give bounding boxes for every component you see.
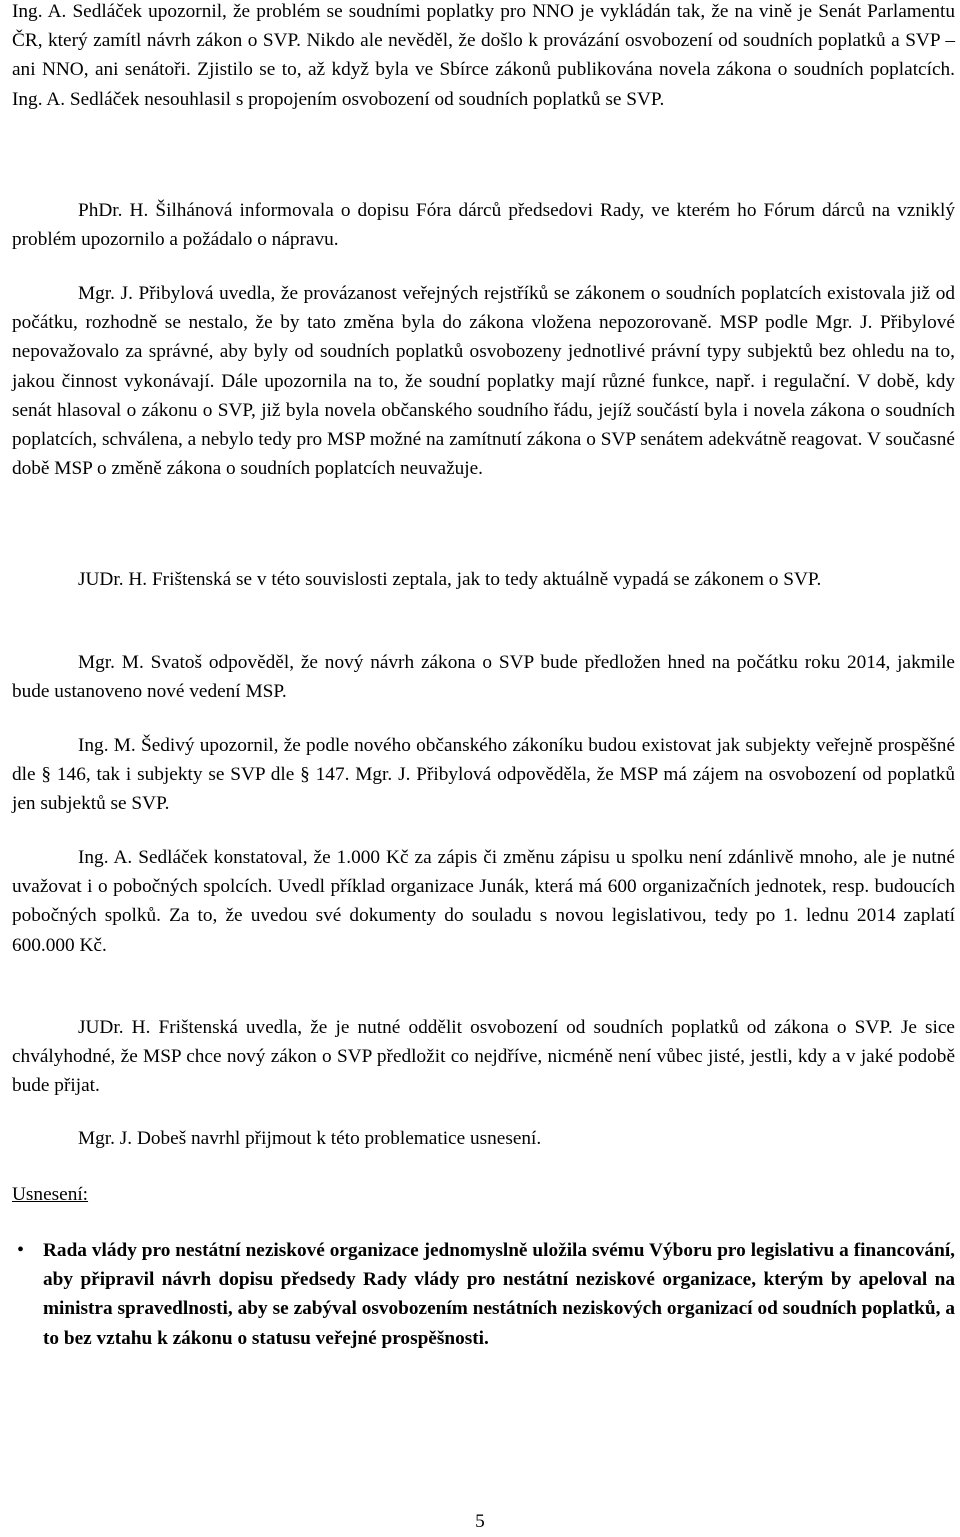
paragraph-text: Svatoš odpověděl, že nový návrh zákona o SVP bude předložen hned na počátku roku 2014, jakmile bude ustanoveno nové vedení MSP. [12, 652, 955, 703]
speaker-lead: PhDr. H. [78, 200, 149, 221]
paragraph-text: Šilhánová informovala o dopisu Fóra dárců předsedovi Rady, ve kterém ho Fórum dárců na vzniklý problém upozornilo a požádalo o nápravu. [12, 200, 955, 251]
resolution-heading: Usnesení: [12, 1184, 89, 1205]
paragraph-text: Ing. A. Sedláček upozornil, že problém se soudními poplatky pro NNO je vykládán tak, že na vině je Senát Parlamentu ČR, který zamítl návrh zákon o SVP. Nikdo ale nevěděl, že došlo k provázání osvobození od soudních poplatků a SVP – ani NNO, ani senátoři. Zjistilo se to, až když byla ve Sbírce zákonů publikována novela zákona o soudních poplatcích. Ing. A. Sedláček nesouhlasil s propojením osvobození od soudních poplatků se SVP. [12, 1, 955, 110]
paragraph-text: Dobeš navrhl přijmout k této problematice usnesení. [136, 1128, 542, 1149]
resolution-text: Rada vlády pro nestátní neziskové organizace jednomyslně uložila svému Výboru pro legislativu a financování, aby připravil návrh dopisu předsedy Rady vlády pro nestátní neziskové organizace, kterým by apeloval na ministra spravedlnosti, aby se zabýval osvobozením nestátních neziskových organizací od soudních poplatků, a to bez vztahu k zákonu o statusu veřejné prospěšnosti. [43, 1240, 955, 1349]
speaker-lead: JUDr. H. [78, 1017, 151, 1038]
paragraph-fristenska-statement [12, 1013, 955, 1101]
paragraph-sedlacek-court-fees [12, 0, 955, 114]
speaker-lead: Ing. A. [78, 847, 133, 868]
paragraph-silhanova [12, 196, 955, 254]
paragraph-fristenska-question [12, 565, 955, 594]
paragraph-pribylova [12, 279, 955, 483]
paragraph-sedlacek-fees [12, 843, 955, 960]
paragraph-text: Frištenská se v této souvislosti zeptala, jak to tedy aktuálně vypadá se zákonem o SVP. [151, 569, 822, 590]
speaker-lead: Ing. M. [78, 735, 136, 756]
speaker-lead: Mgr. M. [78, 652, 144, 673]
speaker-lead: Mgr. J. [78, 283, 133, 304]
speaker-lead: Mgr. J. [78, 1128, 133, 1149]
paragraph-text: Frištenská uvedla, že je nutné oddělit osvobození od soudních poplatků od zákona o SVP. Je sice chvályhodné, že MSP chce nový zákon o SVP předložit co nejdříve, nicméně není vůbec jisté, jestli, kdy a v jaké podobě bude přijat. [12, 1017, 955, 1097]
page-number: 5 [475, 1511, 485, 1532]
bullet-icon: • [17, 1239, 25, 1261]
paragraph-svatos [12, 648, 955, 706]
paragraph-dobes [12, 1124, 955, 1153]
speaker-lead: JUDr. H. [78, 569, 148, 590]
paragraph-text: Přibylová uvedla, že provázanost veřejných rejstříků se zákonem o soudních poplatcích existovala již od počátku, rozhodně se nestalo, že by tato změna byla do zákona vložena nepozorovaně. MSP podle Mgr. J. Přibylové nepovažovalo za správné, aby byly od soudních poplatků osvobozeny jednotlivé právní typy subjektů bez ohledu na to, jakou činnost vykonávají. Dále upozornila na to, že soudní poplatky mají různé funkce, např. i regulační. V době, kdy senát hlasoval o zákonu o SVP, již byla novela občanského soudního řádu, jejíž součástí byla i novela zákona o soudních poplatcích, schválena, a nebylo tedy pro MSP možné na zamítnutí zákona o SVP senátem adekvátně reagovat. V současné době MSP o změně zákona o soudních poplatcích neuvažuje. [12, 283, 955, 480]
paragraph-sedivy [12, 731, 955, 819]
paragraph-text: Sedláček konstatoval, že 1.000 Kč za zápis či změnu zápisu u spolku není zdánlivě mnoho, ale je nutné uvažovat i o pobočných spolcích. Uvedl příklad organizace Junák, která má 600 organizačních jednotek, resp. budoucích pobočných spolků. Za to, že uvedou své dokumenty do souladu s novou legislativou, tedy po 1. lednu 2014 zaplatí 600.000 Kč. [12, 847, 955, 956]
paragraph-text: Šedivý upozornil, že podle nového občanského zákoníku budou existovat jak subjekty veřejně prospěšné dle § 146, tak i subjekty se SVP dle § 147. Mgr. J. Přibylová odpověděla, že MSP má zájem na osvobození od poplatků jen subjektů se SVP. [12, 735, 956, 815]
